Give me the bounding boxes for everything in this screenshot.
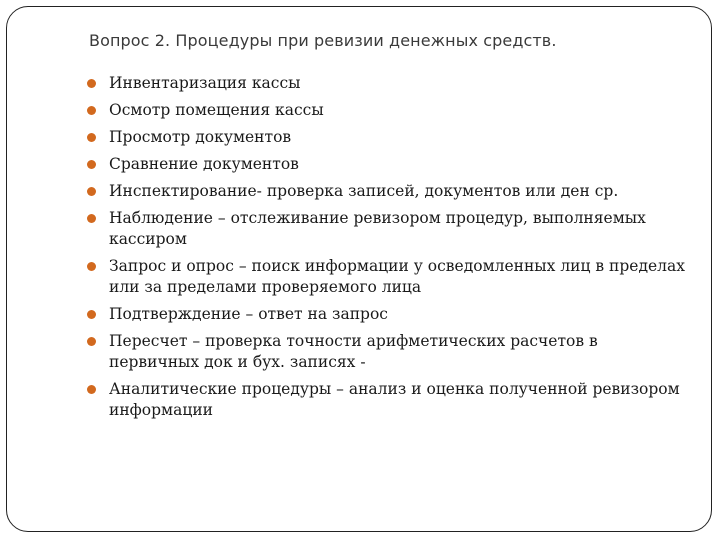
bullet-text: Сравнение документов: [109, 155, 299, 173]
bullet-dot-icon: [87, 160, 96, 169]
bullet-dot-icon: [87, 214, 96, 223]
bullet-dot-icon: [87, 133, 96, 142]
bullet-item: [87, 154, 687, 175]
bullet-item: [87, 379, 687, 421]
bullet-item: [87, 304, 687, 325]
bullet-text: Инспектирование- проверка записей, документов или ден ср.: [109, 182, 619, 200]
bullet-dot-icon: [87, 106, 96, 115]
bullet-dot-icon: [87, 187, 96, 196]
slide-title: Вопрос 2. Процедуры при ревизии денежных средств.: [89, 31, 557, 50]
bullet-text: Пересчет – проверка точности арифметических расчетов в первичных док и бух. записях -: [109, 332, 598, 371]
bullet-text: Наблюдение – отслеживание ревизором процедур, выполняемых кассиром: [109, 209, 646, 248]
bullet-text: Подтверждение – ответ на запрос: [109, 305, 388, 323]
bullet-item: [87, 181, 687, 202]
bullet-item: [87, 127, 687, 148]
bullet-item: [87, 100, 687, 121]
bullet-item: [87, 331, 687, 373]
bullet-text: Инвентаризация кассы: [109, 74, 301, 92]
bullet-text: Аналитические процедуры – анализ и оценка полученной ревизором информации: [109, 380, 680, 419]
bullet-item: [87, 208, 687, 250]
bullet-dot-icon: [87, 310, 96, 319]
bullet-dot-icon: [87, 262, 96, 271]
bullet-list: [87, 73, 687, 427]
bullet-dot-icon: [87, 385, 96, 394]
bullet-item: [87, 73, 687, 94]
bullet-text: Запрос и опрос – поиск информации у осведомленных лиц в пределах или за пределами проверяемого лица: [109, 257, 686, 296]
bullet-text: Просмотр документов: [109, 128, 292, 146]
bullet-dot-icon: [87, 79, 96, 88]
slide-frame: [6, 6, 712, 532]
bullet-dot-icon: [87, 337, 96, 346]
bullet-text: Осмотр помещения кассы: [109, 101, 324, 119]
bullet-item: [87, 256, 687, 298]
